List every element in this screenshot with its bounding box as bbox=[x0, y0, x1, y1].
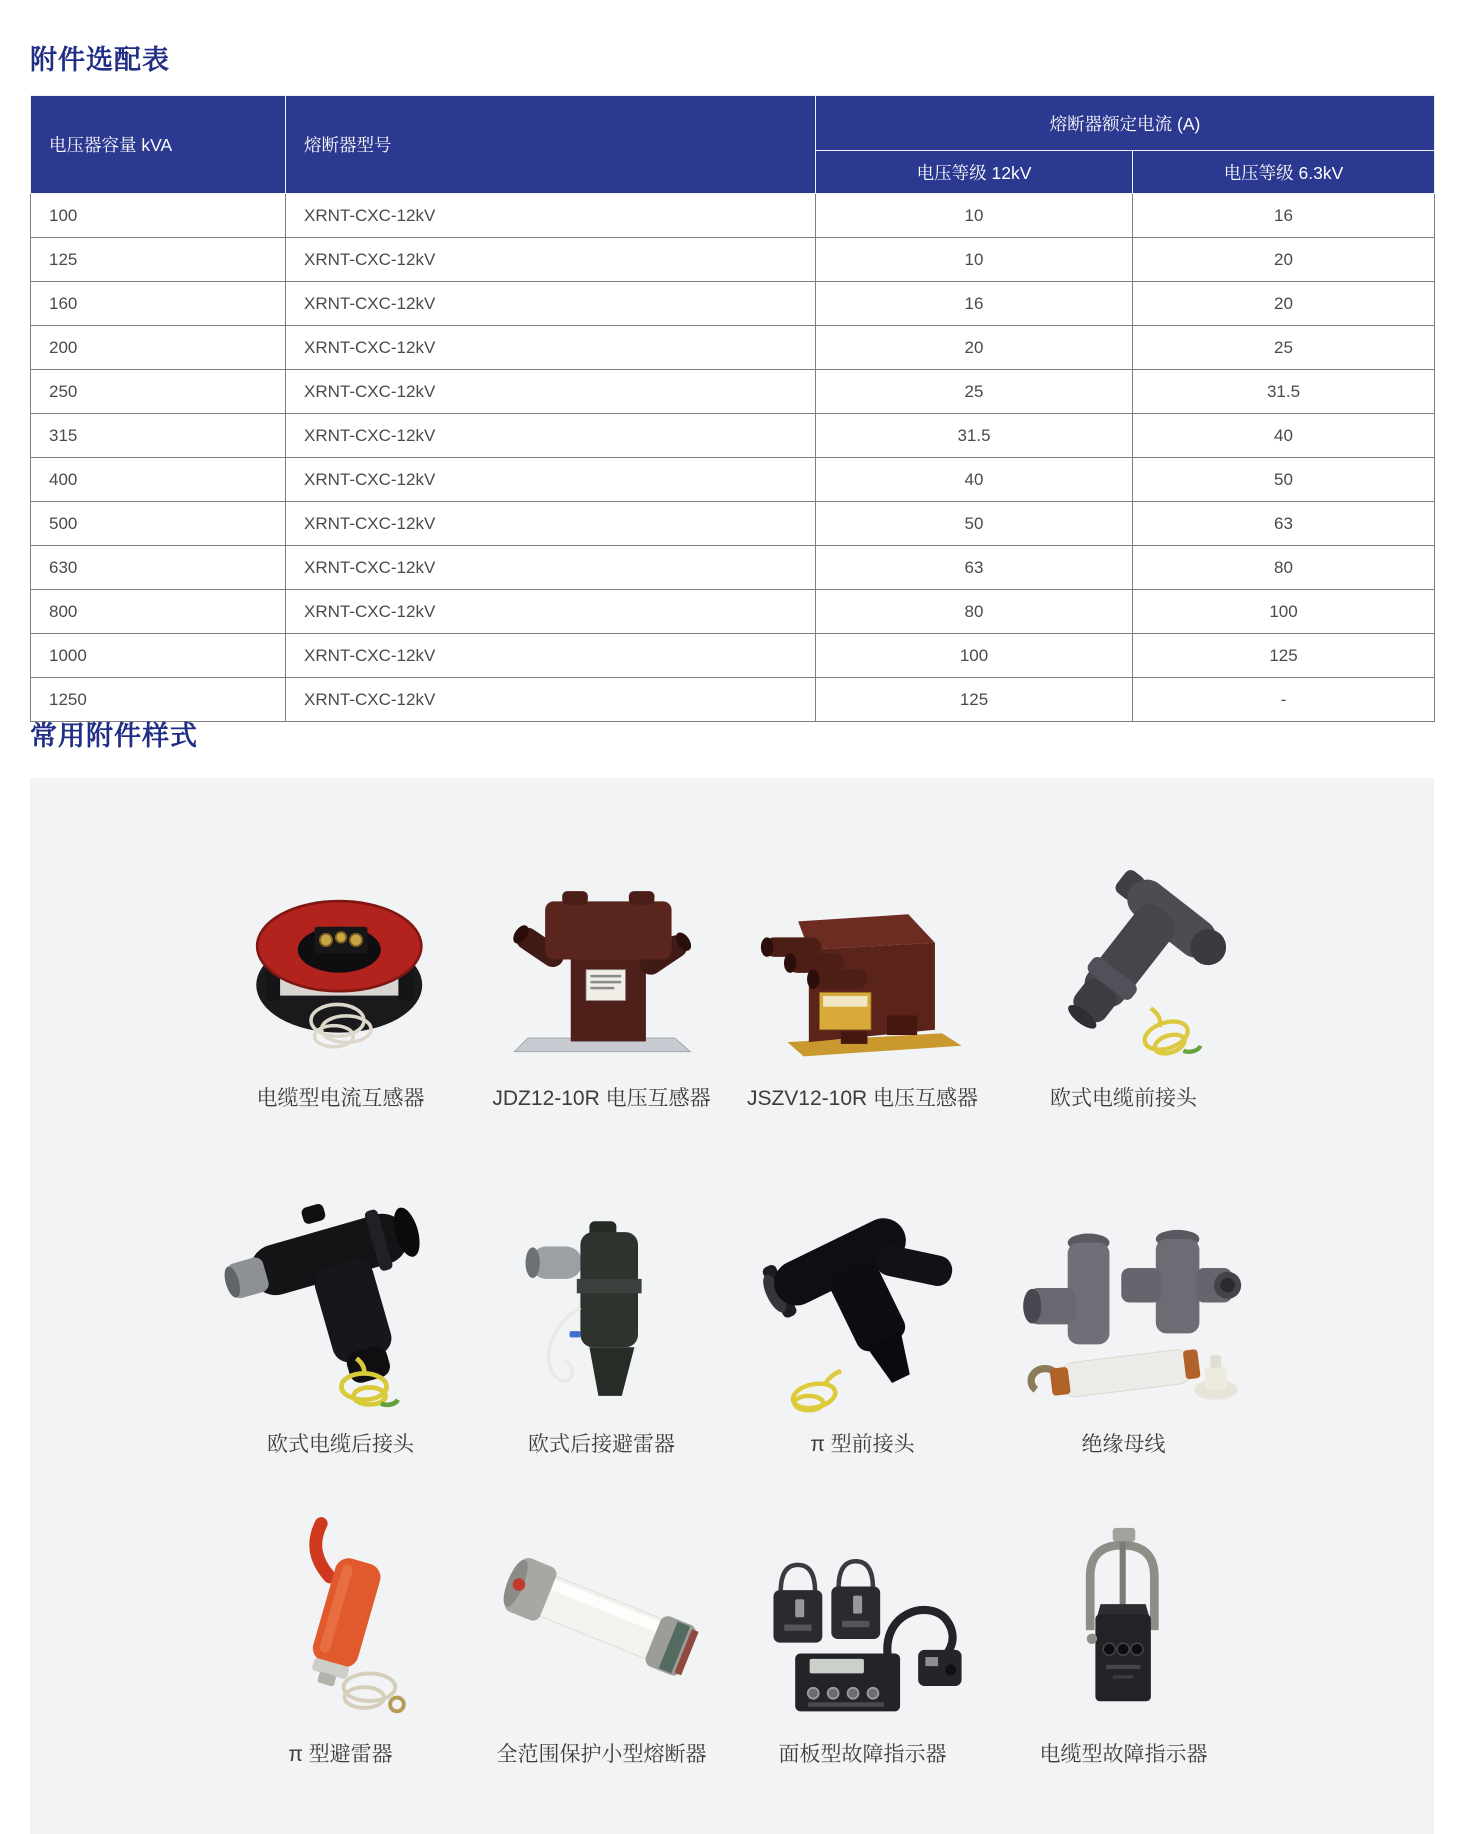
cable-fault-indicator-icon bbox=[1033, 1512, 1215, 1724]
cell-current-6-3kv: 25 bbox=[1133, 326, 1435, 370]
accessories-title: 常用附件样式 bbox=[30, 721, 198, 751]
cell-current-12kv: 10 bbox=[816, 238, 1133, 282]
cell-current-12kv: 10 bbox=[816, 194, 1133, 238]
product-caption: 欧式电缆后接头 bbox=[267, 1433, 414, 1456]
cell-current-6-3kv: 31.5 bbox=[1133, 370, 1435, 414]
insulated-busbar-icon bbox=[1005, 1202, 1243, 1414]
cell-current-12kv: 40 bbox=[816, 458, 1133, 502]
cell-model: XRNT-CXC-12kV bbox=[286, 194, 816, 238]
product-caption: π 型避雷器 bbox=[288, 1743, 393, 1766]
cell-current-6-3kv: 80 bbox=[1133, 546, 1435, 590]
table-row bbox=[31, 590, 1435, 634]
cell-current-12kv: 20 bbox=[816, 326, 1133, 370]
product-caption: 欧式后接避雷器 bbox=[528, 1433, 675, 1456]
cell-current-6-3kv: 16 bbox=[1133, 194, 1435, 238]
product-caption: 面板型故障指示器 bbox=[778, 1743, 947, 1766]
cell-capacity: 200 bbox=[31, 326, 286, 370]
cell-model: XRNT-CXC-12kV bbox=[286, 326, 816, 370]
table-header bbox=[31, 96, 1435, 194]
product-cell bbox=[993, 862, 1254, 1112]
header-voltage-12kv: 电压等级 12kV bbox=[816, 151, 1133, 194]
cell-current-6-3kv: 125 bbox=[1133, 634, 1435, 678]
product-caption: π 型前接头 bbox=[810, 1433, 915, 1456]
cell-current-6-3kv: 40 bbox=[1133, 414, 1435, 458]
product-cell bbox=[210, 1458, 471, 1768]
cell-current-12kv: 25 bbox=[816, 370, 1133, 414]
table-row bbox=[31, 634, 1435, 678]
cell-current-6-3kv: - bbox=[1133, 678, 1435, 722]
product-cell bbox=[732, 1458, 993, 1768]
table-row bbox=[31, 502, 1435, 546]
pi-arrester-icon bbox=[242, 1504, 440, 1724]
cell-current-12kv: 80 bbox=[816, 590, 1133, 634]
cell-model: XRNT-CXC-12kV bbox=[286, 282, 816, 326]
pi-front-connector-icon bbox=[755, 1186, 970, 1414]
product-cell bbox=[471, 862, 732, 1112]
table-row bbox=[31, 370, 1435, 414]
table-row bbox=[31, 326, 1435, 370]
cell-current-12kv: 31.5 bbox=[816, 414, 1133, 458]
product-caption: JSZV12-10R 电压互感器 bbox=[746, 1087, 979, 1110]
table-row bbox=[31, 546, 1435, 590]
cell-capacity: 630 bbox=[31, 546, 286, 590]
panel-fault-indicator-icon bbox=[744, 1516, 982, 1724]
header-rated-current-group: 熔断器额定电流 (A) bbox=[816, 96, 1435, 151]
fuse-selection-table-wrap bbox=[30, 95, 1435, 722]
product-cell bbox=[732, 862, 993, 1112]
product-cell bbox=[993, 1112, 1254, 1458]
selection-table-title: 附件选配表 bbox=[30, 45, 170, 75]
product-cell bbox=[732, 1112, 993, 1458]
header-model: 熔断器型号 bbox=[286, 96, 816, 194]
cell-capacity: 1000 bbox=[31, 634, 286, 678]
cell-model: XRNT-CXC-12kV bbox=[286, 414, 816, 458]
cell-model: XRNT-CXC-12kV bbox=[286, 634, 816, 678]
header-capacity: 电压器容量 kVA bbox=[31, 96, 286, 194]
table-row bbox=[31, 678, 1435, 722]
product-caption: 电缆型故障指示器 bbox=[1039, 1743, 1208, 1766]
product-cell bbox=[210, 1112, 471, 1458]
euro-cable-rear-connector-icon bbox=[223, 1174, 458, 1414]
cell-capacity: 400 bbox=[31, 458, 286, 502]
table-row bbox=[31, 414, 1435, 458]
product-cell bbox=[210, 862, 471, 1112]
cell-capacity: 125 bbox=[31, 238, 286, 282]
cable-current-transformer-icon bbox=[235, 872, 447, 1068]
cell-current-12kv: 100 bbox=[816, 634, 1133, 678]
cell-current-6-3kv: 100 bbox=[1133, 590, 1435, 634]
cell-current-12kv: 63 bbox=[816, 546, 1133, 590]
table-row bbox=[31, 282, 1435, 326]
product-caption: 电缆型电流互感器 bbox=[256, 1087, 425, 1110]
jdz12-voltage-transformer-icon bbox=[499, 868, 704, 1068]
product-cell bbox=[993, 1458, 1254, 1768]
header-voltage-6-3kv: 电压等级 6.3kV bbox=[1133, 151, 1435, 194]
cell-capacity: 800 bbox=[31, 590, 286, 634]
cell-model: XRNT-CXC-12kV bbox=[286, 678, 816, 722]
table-row bbox=[31, 238, 1435, 282]
cell-model: XRNT-CXC-12kV bbox=[286, 238, 816, 282]
cell-capacity: 500 bbox=[31, 502, 286, 546]
rear-arrester-icon bbox=[503, 1196, 701, 1414]
euro-cable-front-connector-icon bbox=[1021, 863, 1226, 1068]
fuse-table-body bbox=[31, 194, 1435, 722]
accessories-grid bbox=[30, 778, 1434, 1768]
product-cell bbox=[471, 1112, 732, 1458]
cell-current-6-3kv: 63 bbox=[1133, 502, 1435, 546]
small-fuse-icon bbox=[484, 1519, 719, 1724]
cell-current-12kv: 16 bbox=[816, 282, 1133, 326]
cell-model: XRNT-CXC-12kV bbox=[286, 458, 816, 502]
cell-capacity: 100 bbox=[31, 194, 286, 238]
cell-model: XRNT-CXC-12kV bbox=[286, 370, 816, 414]
cell-current-6-3kv: 20 bbox=[1133, 238, 1435, 282]
product-caption: 全范围保护小型熔断器 bbox=[496, 1743, 707, 1766]
cell-capacity: 1250 bbox=[31, 678, 286, 722]
fuse-selection-table bbox=[30, 95, 1435, 722]
jszv12-voltage-transformer-icon bbox=[752, 868, 974, 1068]
table-row bbox=[31, 194, 1435, 238]
cell-current-12kv: 125 bbox=[816, 678, 1133, 722]
table-row bbox=[31, 458, 1435, 502]
cell-model: XRNT-CXC-12kV bbox=[286, 546, 816, 590]
product-caption: 绝缘母线 bbox=[1081, 1433, 1166, 1456]
product-caption: JDZ12-10R 电压互感器 bbox=[492, 1087, 711, 1110]
cell-capacity: 160 bbox=[31, 282, 286, 326]
product-cell bbox=[471, 1458, 732, 1768]
cell-current-6-3kv: 20 bbox=[1133, 282, 1435, 326]
cell-model: XRNT-CXC-12kV bbox=[286, 502, 816, 546]
cell-model: XRNT-CXC-12kV bbox=[286, 590, 816, 634]
cell-capacity: 250 bbox=[31, 370, 286, 414]
product-caption: 欧式电缆前接头 bbox=[1050, 1087, 1197, 1110]
cell-current-6-3kv: 50 bbox=[1133, 458, 1435, 502]
cell-current-12kv: 50 bbox=[816, 502, 1133, 546]
cell-capacity: 315 bbox=[31, 414, 286, 458]
accessories-panel bbox=[30, 778, 1434, 1834]
